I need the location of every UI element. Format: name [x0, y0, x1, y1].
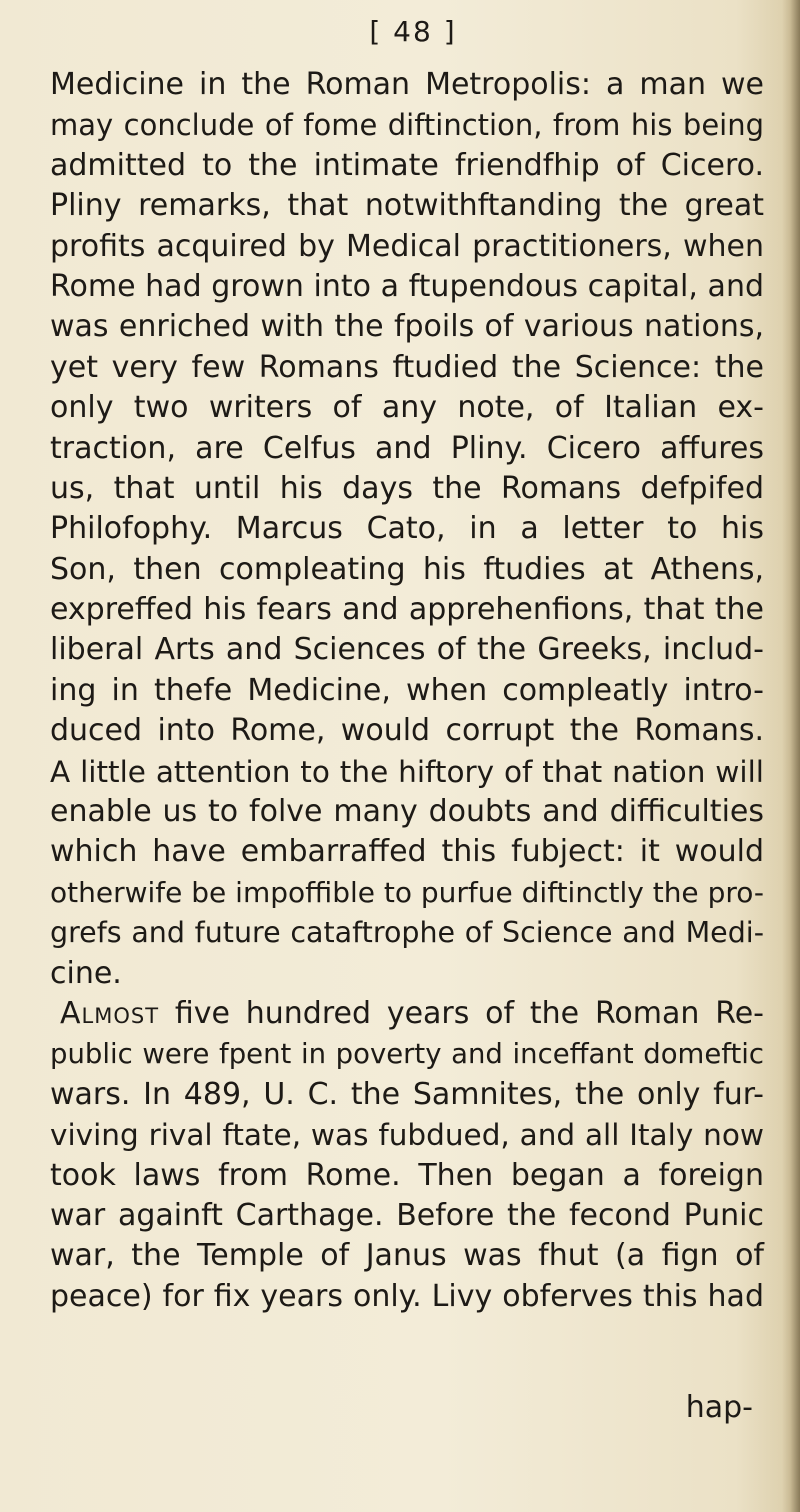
text-line: only two writers of any note, of Italian ex-	[50, 390, 764, 426]
text-line: may conclude of fome diftinction, from his being	[50, 108, 764, 143]
text-line: which have embarraffed this fubject: it would	[50, 834, 764, 870]
text-line: enable us to folve many doubts and difficulties	[50, 794, 764, 830]
text-line: public were fpent in poverty and inceffant domeftic	[50, 1038, 764, 1071]
text-line-rest: five hundred years of the Roman Re-	[174, 995, 764, 1031]
text-line: Rome had grown into a ftupendous capital, and	[50, 268, 764, 304]
text-line: A little attention to the hiftory of that nation will	[50, 754, 764, 789]
text-line: Philofophy. Marcus Cato, in a letter to his	[50, 511, 764, 547]
text-line: ing in thefe Medicine, when compleatly intro-	[50, 672, 764, 708]
text-line: grefs and future cataftrophe of Science and Medi-	[50, 916, 764, 950]
text-line: took laws from Rome. Then began a foreign	[50, 1157, 764, 1193]
paragraph-2-first-line	[50, 994, 764, 1034]
catchword: hap-	[685, 1390, 753, 1425]
paragraph-2	[50, 994, 764, 1317]
body-text	[50, 65, 764, 1317]
text-line: profits acquired by Medical practitioners, when	[50, 228, 764, 264]
text-line: yet very few Romans ftudied the Science: the	[50, 349, 764, 385]
text-line: viving rival ftate, was fubdued, and all Italy now	[50, 1118, 764, 1153]
paragraph-1	[50, 65, 764, 994]
text-line: otherwife be impoffible to purfue diftinctly the pro-	[50, 875, 764, 909]
text-line: peace) for fix years only. Livy obferves this had	[50, 1278, 764, 1314]
text-line: cine.	[50, 955, 122, 991]
page-edge-shadow	[782, 0, 800, 1512]
page-number: [ 48 ]	[369, 15, 457, 48]
text-line: Son, then compleating his ftudies at Athens,	[50, 551, 764, 587]
text-line: expreffed his fears and apprehenfions, that the	[50, 592, 764, 628]
text-line: Medicine in the Roman Metropolis: a man we	[50, 67, 764, 102]
paragraph-lead-word: Almost	[60, 995, 160, 1031]
text-line: us, that until his days the Romans defpifed	[50, 470, 764, 506]
text-line: duced into Rome, would corrupt the Romans.	[50, 713, 764, 749]
text-line: was enriched with the fpoils of various nations,	[50, 309, 764, 345]
text-line: liberal Arts and Sciences of the Greeks, includ-	[50, 632, 764, 668]
text-line: Pliny remarks, that notwithftanding the great	[50, 188, 764, 224]
text-line: admitted to the intimate friendfhip of Cicero.	[50, 147, 764, 183]
text-line: war, the Temple of Janus was fhut (a fign of	[50, 1238, 764, 1274]
text-line: war againft Carthage. Before the fecond Punic	[50, 1197, 764, 1233]
text-line: wars. In 489, U. C. the Samnites, the only fur-	[50, 1076, 764, 1112]
text-line: traction, are Celfus and Pliny. Cicero affures	[50, 430, 764, 466]
